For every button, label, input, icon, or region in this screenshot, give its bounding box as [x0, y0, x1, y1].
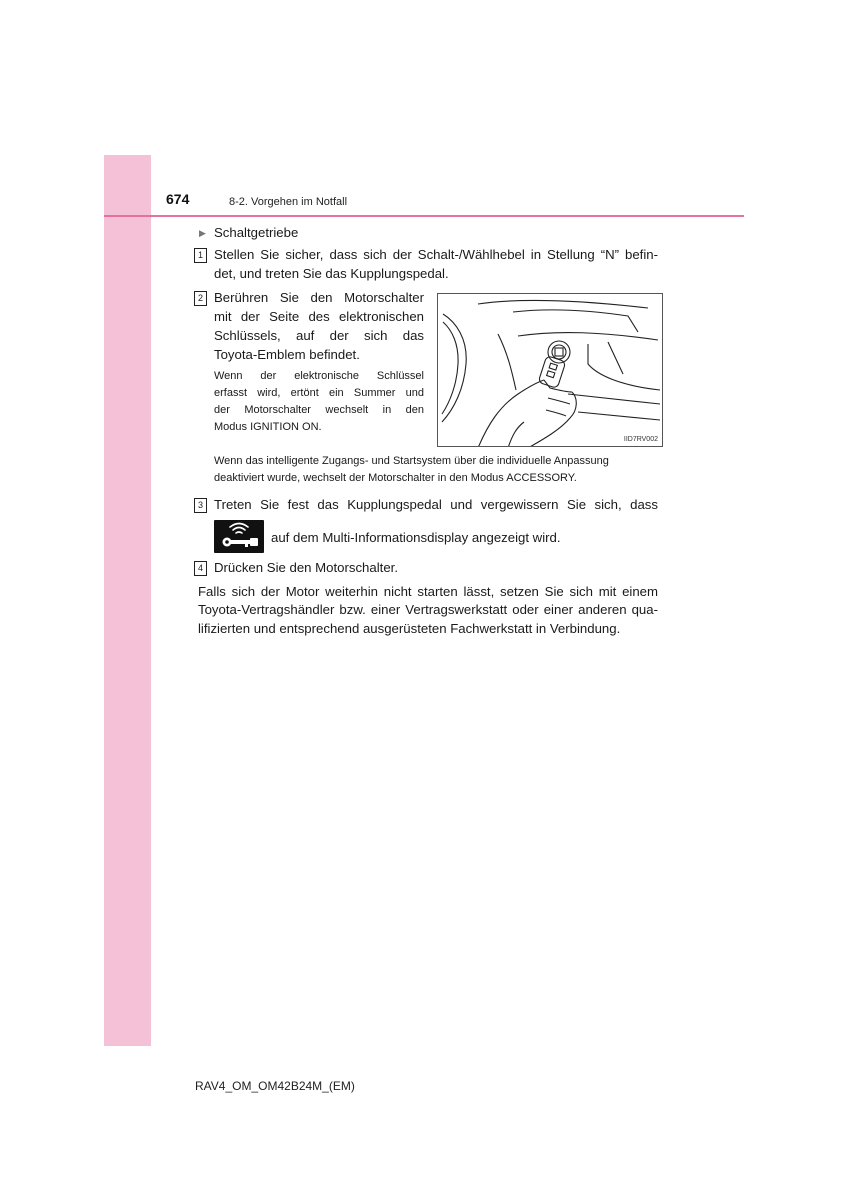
hand-key-engine-switch-illustration [438, 294, 663, 447]
step-2-line-3: Schlüssels, auf der sich das [214, 328, 424, 343]
step-number-3: 3 [194, 498, 207, 513]
closing-line-2: Toyota-Vertragshändler bzw. einer Vertragswerkstatt oder einer anderen qua- [198, 602, 658, 617]
step-4-line-1: Drücken Sie den Motorschalter. [214, 560, 398, 575]
footer-doc-code: RAV4_OM_OM42B24M_(EM) [195, 1079, 355, 1093]
step-2-line-4: Toyota-Emblem befindet. [214, 347, 360, 362]
step-2-note2-line-2: deaktiviert wurde, wechselt der Motorschalter in den Modus ACCESSORY. [214, 472, 577, 484]
step-3-line-1: Treten Sie fest das Kupplungspedal und vergewissern Sie sich, dass [214, 497, 658, 512]
engine-switch-illustration [437, 293, 663, 447]
closing-line-3: lifizierten und entsprechend ausgerüsteten Fachwerkstatt in Verbindung. [198, 621, 621, 636]
step-2-line-1: Berühren Sie den Motorschalter [214, 290, 424, 305]
section-title: 8-2. Vorgehen im Notfall [229, 196, 348, 208]
step-1-line-2: det, und treten Sie das Kupplungspedal. [214, 266, 449, 281]
triangle-bullet-icon: ▶ [199, 228, 206, 238]
chapter-sidebar-tab [104, 155, 151, 1046]
step-3-line-2: auf dem Multi-Informationsdisplay angezeigt wird. [271, 530, 561, 545]
step-2-line-2: mit der Seite des elektronischen [214, 309, 424, 324]
step-number-4: 4 [194, 561, 207, 576]
header-rule [104, 215, 744, 217]
step-2-note-line-3: der Motorschalter wechselt in den [214, 404, 424, 416]
step-1-line-1: Stellen Sie sicher, dass sich der Schalt-/Wählhebel in Stellung “N” befin- [214, 247, 658, 262]
step-2-note-line-4: Modus IGNITION ON. [214, 421, 322, 433]
step-number-2: 2 [194, 291, 207, 306]
key-push-start-indicator-icon [214, 520, 264, 553]
step-number-1: 1 [194, 248, 207, 263]
step-2-note-line-1: Wenn der elektronische Schlüssel [214, 370, 424, 382]
step-2-note-line-2: erfasst wird, ertönt ein Summer und [214, 387, 424, 399]
step-2-note2-line-1: Wenn das intelligente Zugangs- und Startsystem über die individuelle Anpassung [214, 455, 609, 467]
page-number: 674 [166, 191, 190, 207]
indicator-graphic [214, 520, 264, 553]
subheading: Schaltgetriebe [214, 225, 299, 240]
closing-line-1: Falls sich der Motor weiterhin nicht starten lässt, setzen Sie sich mit einem [198, 584, 658, 599]
illustration-code: IID7RV002 [623, 436, 658, 443]
